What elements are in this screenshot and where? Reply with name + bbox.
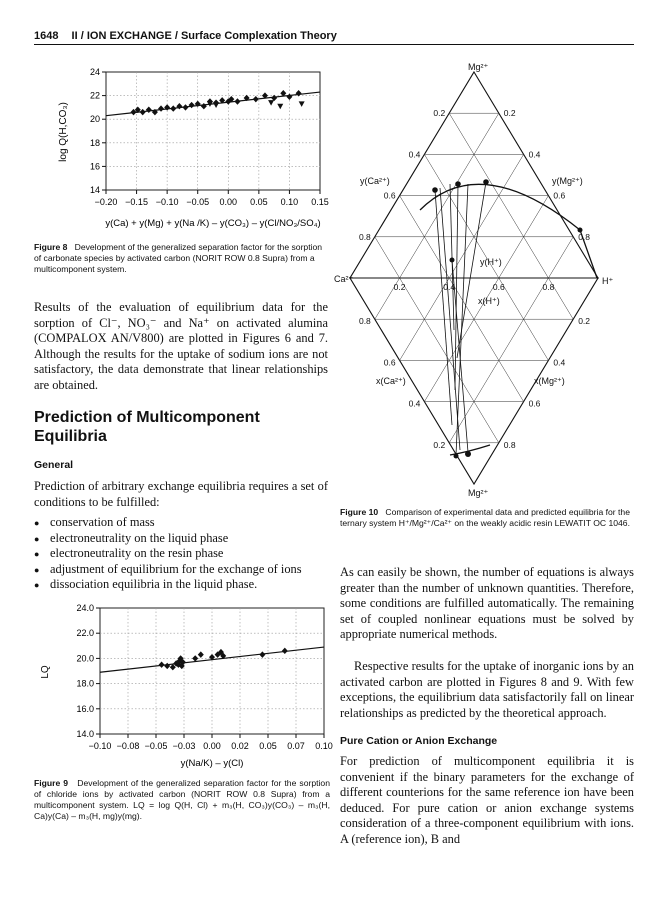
tick-label-upper-right: 0.6	[553, 190, 566, 201]
tick-label-upper-right: 0.2	[503, 108, 516, 119]
fig8-y-tick-label: 24	[89, 67, 100, 77]
fig9-data-point	[192, 655, 198, 661]
fig8-x-label: y(Ca) + y(Mg) + y(Na /K) – y(CO₃) – y(Cl/NO₃/SO₄)	[105, 218, 321, 229]
ternary-grid-line	[375, 237, 400, 278]
fig8-x-tick-label: 0.00	[219, 197, 238, 207]
running-header	[34, 30, 337, 42]
fig8-data-point	[296, 90, 302, 96]
vertex-top-label: Mg²⁺	[468, 62, 489, 72]
upper-prediction-curve	[420, 184, 597, 278]
tick-label-lower-left: 0.4	[408, 398, 421, 409]
vertex-bottom-label: Mg²⁺	[468, 488, 489, 498]
fig8-data-point	[189, 102, 195, 108]
running-title: II / ION EXCHANGE / Surface Complexation Theory	[71, 30, 337, 42]
tick-label-middle: 0.8	[542, 282, 555, 292]
fig9-x-tick-label: 0.00	[203, 741, 221, 751]
fig9-x-tick-label: 0.07	[287, 741, 305, 751]
fig8-caption-text: Development of the generalized separation factor for the sorption of carbonate species by activated carbon (NORIT ROW 0.8 Supra) from a multicomponent system.	[34, 242, 323, 274]
fig9-y-tick-label: 14.0	[76, 729, 94, 739]
tick-label-lower-right: 0.6	[528, 398, 541, 409]
fig8-data-point	[146, 107, 152, 113]
header-rule	[34, 44, 634, 45]
fig9-x-tick-label: −0.08	[116, 741, 140, 751]
tick-label-upper-left: 0.2	[433, 108, 446, 119]
fig8-x-tick-label: −0.05	[186, 197, 210, 207]
figure10-ternary-diagram	[334, 60, 630, 500]
paragraph-results: Results of the evaluation of equilibrium data for the sorption of Cl⁻, NO₃⁻ and Na⁺ on activated alumina (COMPALOX AN/V800) are plotted in Figures 6 and 7. Although the results for the uptake of sodium ions are not satisfactory, the data demonstrate that linear relationships are obtained.	[34, 300, 328, 392]
section-title: Prediction of Multicomponent Equilibria	[34, 409, 260, 445]
fig8-data-point	[158, 105, 164, 111]
fig8-x-tick-label: −0.10	[155, 197, 179, 207]
fig8-ticks	[90, 67, 329, 207]
fig8-data-point-alt	[299, 101, 305, 107]
fig9-x-tick-label: −0.10	[88, 741, 112, 751]
axis-x-mg-label: x(Mg²⁺)	[534, 376, 565, 386]
fig9-data-point	[259, 651, 265, 657]
tick-label-upper-right: 0.8	[578, 231, 591, 242]
fig9-x-tick-label: −0.05	[144, 741, 168, 751]
fig9-x-tick-label: 0.05	[259, 741, 277, 751]
fig9-x-tick-label: 0.10	[315, 741, 333, 751]
paragraph-equations: As can easily be shown, the number of equations is always greater than the number of unknown quantities. Therefore, some conditions are fulfilled automatically. The remaining set of coupled nonlinear equations must be solved by appropriate numerical methods.	[340, 565, 634, 642]
fig8-x-tick-label: 0.10	[280, 197, 299, 207]
fig9-points	[159, 648, 288, 671]
fig9-data-point	[198, 651, 204, 657]
fig8-y-tick-label: 22	[89, 90, 100, 101]
vertex-left-label: Ca²⁺	[334, 274, 354, 284]
ternary-tick-labels	[359, 108, 590, 450]
fig8-x-tick-label: −0.15	[125, 197, 148, 207]
fig8-plot-frame	[106, 72, 320, 190]
ternary-grid-line	[548, 237, 573, 278]
tick-label-upper-right: 0.4	[528, 149, 541, 160]
fig8-data-point-alt	[213, 103, 219, 109]
tick-label-lower-right: 0.2	[578, 316, 591, 327]
fig9-y-tick-label: 18.0	[76, 678, 94, 689]
figure8-chart	[52, 62, 332, 236]
vertex-right-label: H⁺	[602, 276, 614, 286]
fig9-caption-text: Development of the generalized separation factor for the sorption of chloride ions by activated carbon (NORIT ROW 0.8 Supra) from a multicomponent system. LQ = log Q(H, Cl) + m₃(H, CO₃)y(CO₃) – m₃(H, Ca)y(Ca) – m₃(H, mg)y(mg).	[34, 778, 330, 821]
fig9-data-point	[282, 648, 288, 654]
fig9-x-tick-label: −0.03	[172, 741, 196, 751]
fig8-data-point-alt	[268, 100, 274, 106]
fig8-data-point	[234, 98, 240, 104]
ternary-data-points	[432, 179, 582, 458]
tick-label-lower-left: 0.8	[358, 316, 371, 327]
fig8-y-tick-label: 16	[89, 161, 100, 172]
fig8-y-tick-label: 18	[89, 137, 100, 148]
tick-label-lower-right: 0.8	[503, 439, 516, 450]
tick-label-upper-left: 0.8	[358, 231, 371, 242]
fig8-data-point-alt	[277, 104, 283, 110]
fig8-caption-label: Figure 8	[34, 242, 68, 252]
axis-y-h-label: y(H⁺)	[480, 257, 502, 267]
fig9-grid	[100, 608, 324, 734]
paragraph-results-carbon: Respective results for the uptake of inorganic ions by an activated carbon are plotted in Figures 8 and 9. With few exceptions, the equilibrium data satisfactorily fall on linear relationships as predicted by the theoretical approach.	[340, 659, 634, 720]
tick-label-middle: 0.6	[492, 282, 505, 292]
tie-lines	[435, 182, 486, 455]
fig8-y-tick-label: 14	[89, 185, 100, 195]
figure8-caption	[34, 242, 330, 275]
figure9-chart	[34, 600, 334, 772]
page-number: 1648	[34, 30, 59, 42]
fig9-y-label: LQ	[40, 665, 51, 679]
axis-y-ca-label: y(Ca²⁺)	[360, 176, 390, 186]
list-item: ● electroneutrality on the liquid phase	[34, 531, 334, 547]
upper-triangle	[350, 72, 598, 278]
axis-x-ca-label: x(Ca²⁺)	[376, 376, 406, 386]
fig9-y-tick-label: 16.0	[76, 703, 94, 714]
tick-label-upper-left: 0.6	[383, 190, 396, 201]
fig8-data-point	[253, 96, 259, 102]
fig8-x-tick-label: 0.15	[311, 197, 329, 207]
fig8-data-point	[286, 94, 292, 100]
axis-x-h-label: x(H⁺)	[478, 296, 500, 306]
fig10-caption-text: Comparison of experimental data and predicted equilibria for the ternary system H⁺/Mg²⁺/Ca²⁺ on the weakly acidic resin LEWATIT OC 1046.	[340, 507, 630, 528]
fig9-data-point	[164, 663, 170, 669]
conditions-list	[34, 515, 334, 593]
fig8-data-point	[201, 103, 207, 109]
figure9-caption	[34, 778, 330, 822]
fig8-grid	[106, 72, 320, 190]
fig8-points	[131, 90, 305, 115]
fig9-x-tick-label: 0.02	[231, 741, 249, 751]
list-item: ● conservation of mass	[34, 515, 334, 531]
axis-y-mg-label: y(Mg²⁺)	[552, 176, 583, 186]
fig8-data-point	[170, 105, 176, 111]
subsection-pure-exchange: Pure Cation or Anion Exchange	[340, 735, 498, 747]
ternary-frame	[350, 72, 598, 484]
fig9-x-label: y(Na/K) – y(Cl)	[180, 758, 244, 769]
fig9-y-tick-label: 22.0	[76, 628, 94, 639]
fig8-y-label: log Q(H,CO₃)	[58, 102, 69, 162]
tick-label-lower-left: 0.6	[383, 357, 396, 368]
paragraph-prediction: Prediction of arbitrary exchange equilibria requires a set of conditions to be fulfilled:	[34, 479, 328, 509]
subsection-general: General	[34, 459, 74, 471]
fig9-data-point	[159, 662, 165, 668]
list-item: ● electroneutrality on the resin phase	[34, 546, 334, 562]
fig10-caption-label: Figure 10	[340, 507, 379, 517]
tick-label-lower-left: 0.2	[433, 439, 446, 450]
figure10-caption	[340, 507, 634, 529]
fig9-y-tick-label: 24.0	[76, 603, 94, 613]
tick-label-middle: 0.4	[443, 282, 456, 292]
tick-label-lower-right: 0.4	[553, 357, 566, 368]
list-item: ● dissociation equilibria in the liquid phase.	[34, 577, 334, 593]
fig8-y-tick-label: 20	[89, 114, 100, 125]
list-item: ● adjustment of equilibrium for the exchange of ions	[34, 562, 334, 578]
fig8-x-tick-label: −0.20	[94, 197, 118, 207]
tick-label-upper-left: 0.4	[408, 149, 421, 160]
fig9-ticks	[76, 603, 332, 751]
fig9-caption-label: Figure 9	[34, 778, 69, 788]
fig8-data-point	[176, 103, 182, 109]
fig9-y-tick-label: 20.0	[76, 653, 94, 664]
fig8-x-tick-label: 0.05	[250, 197, 268, 207]
tick-label-middle: 0.2	[393, 282, 406, 292]
fig8-data-point	[182, 104, 188, 110]
paragraph-pure-exchange: For prediction of multicomponent equilibria it is convenient if the binary parameters for the exchange of different counterions for the same reference ion have been deduced. For pure cation or anion exchange systems consideration of a three-component equilibrium with ions. A (reference ion), B and	[340, 754, 634, 846]
